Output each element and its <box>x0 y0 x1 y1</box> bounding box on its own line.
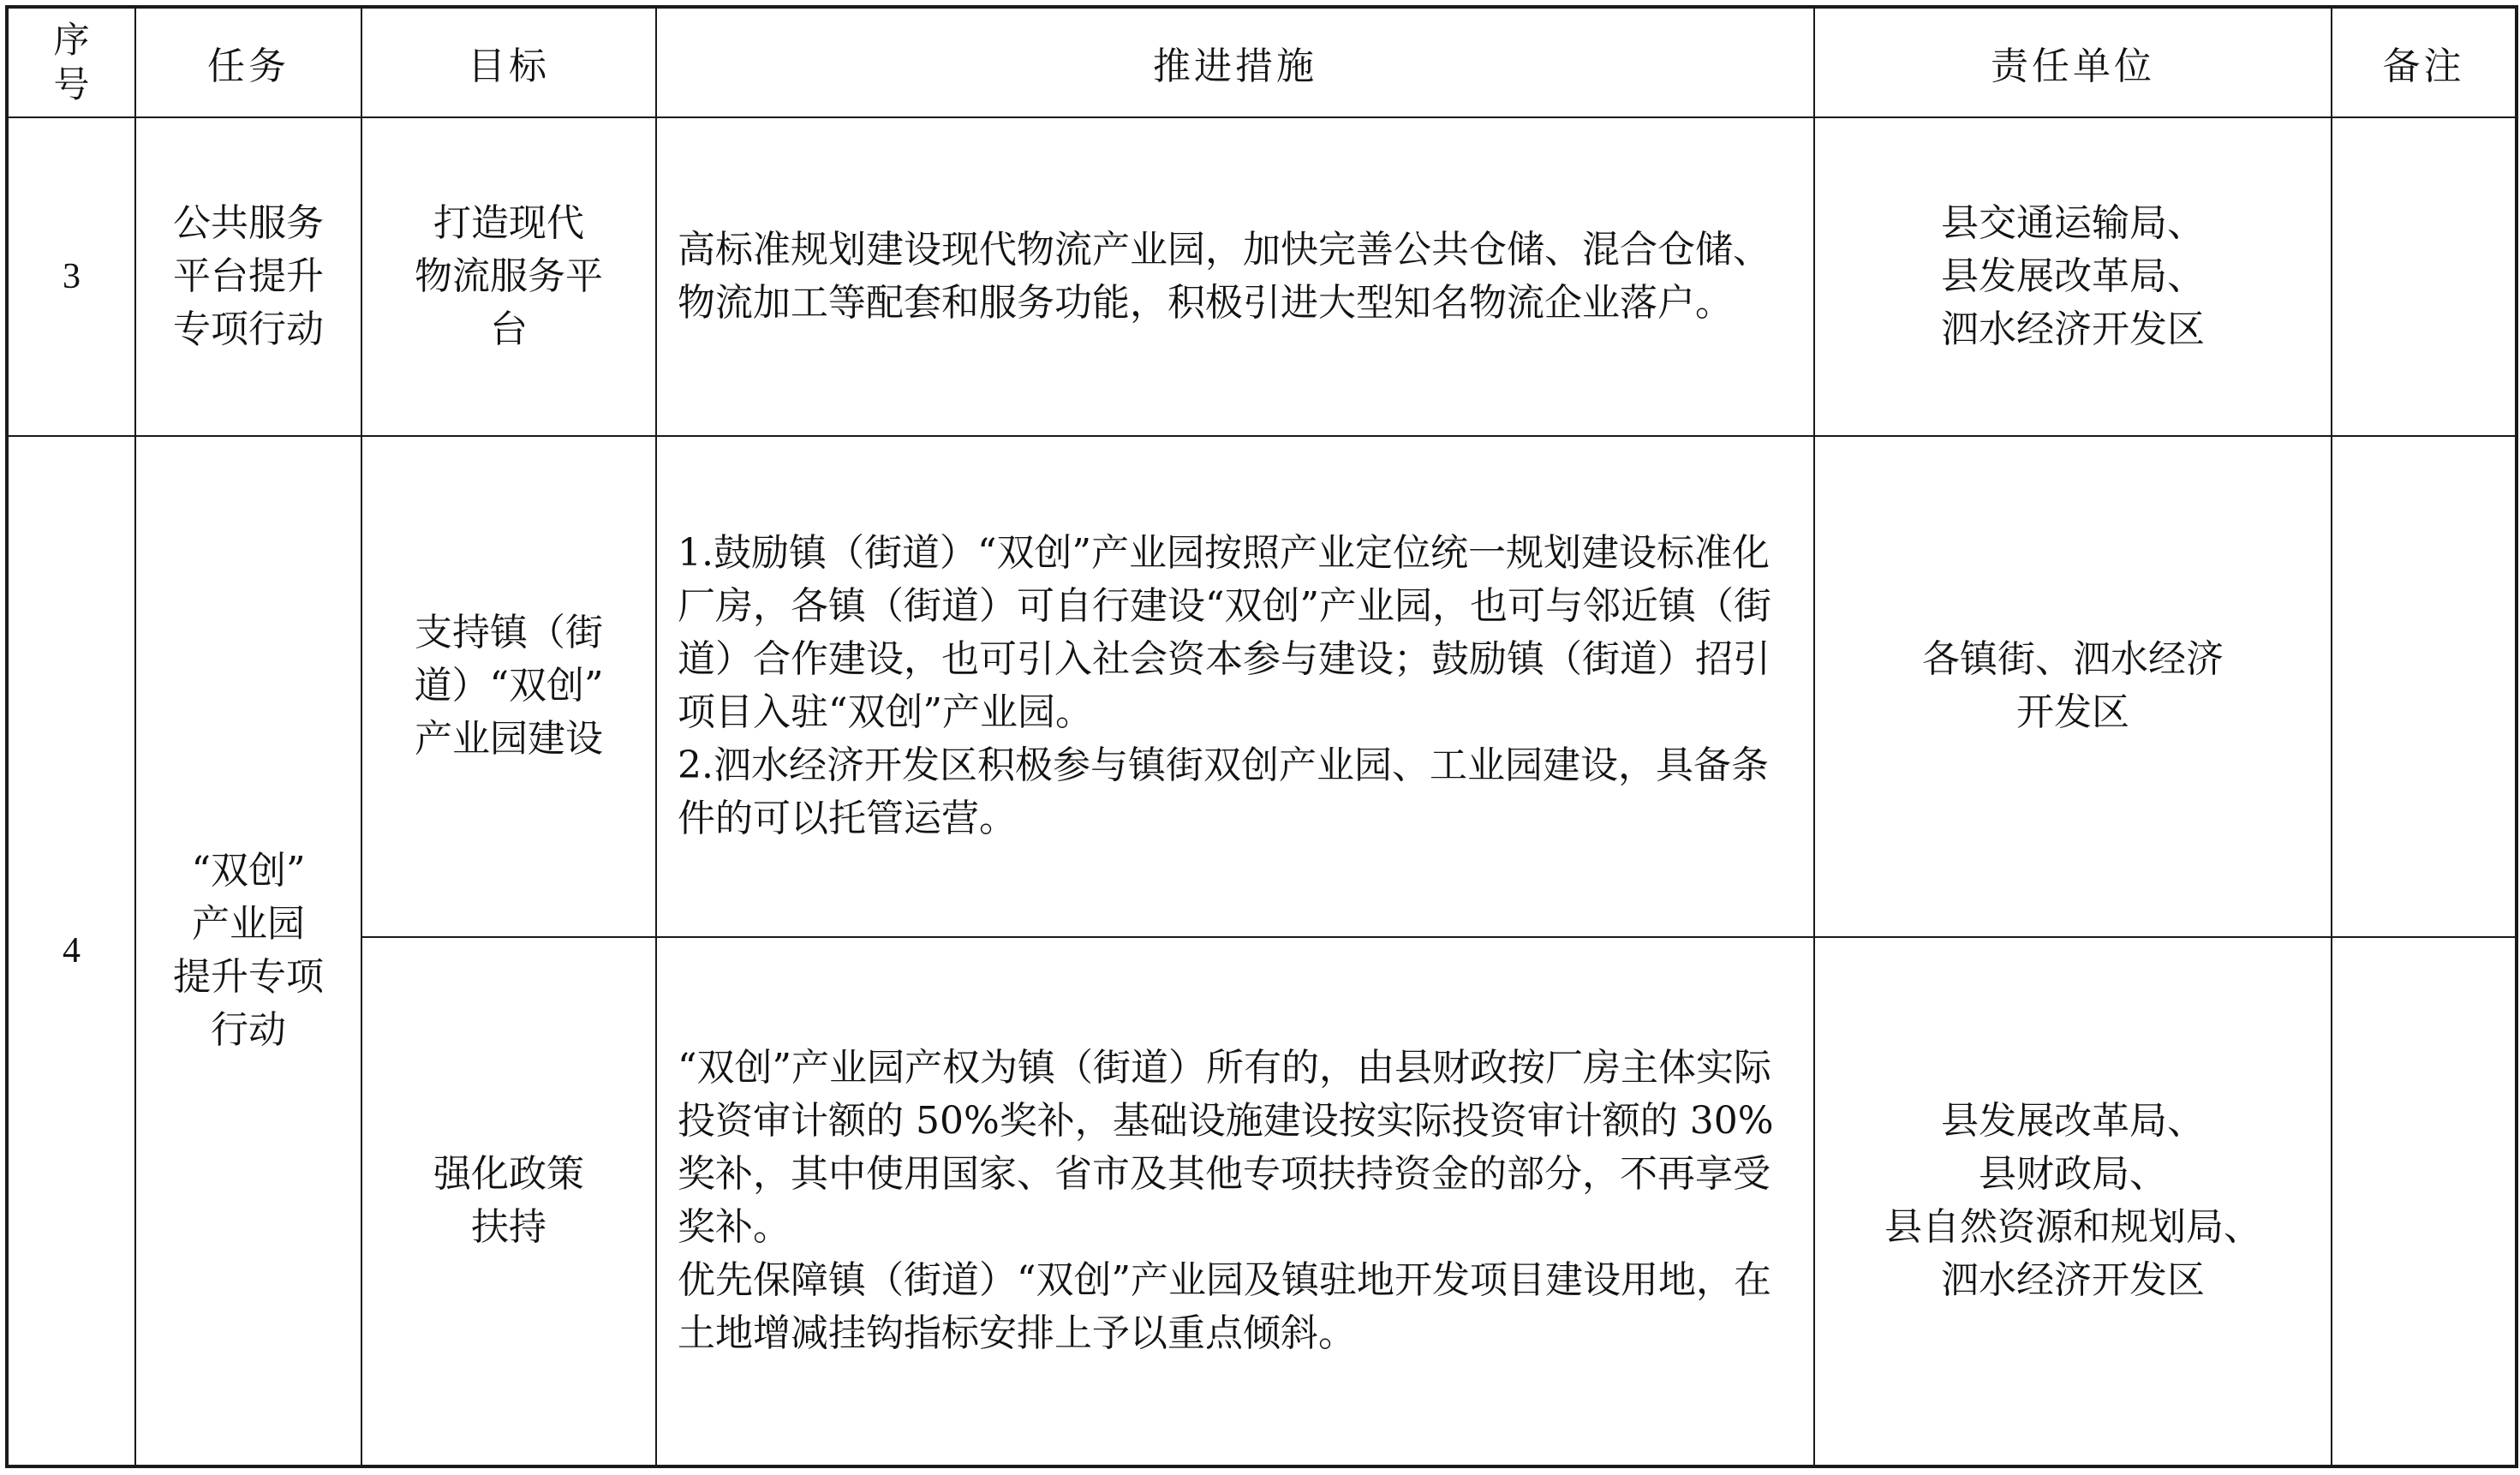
header-seq: 序 号 <box>7 7 135 117</box>
row-goal: 支持镇（街 道）“双创” 产业园建设 <box>361 436 656 936</box>
measure-text: 优先保障镇（街道）“双创”产业园及镇驻地开发项目建设用地，在土地增减挂钩指标安排上予以重点倾斜。 <box>678 1258 1771 1356</box>
measure-text: 1.鼓励镇（街道）“双创”产业园按照产业定位统一规划建设标准化厂房，各镇（街道）可自行建设“双创”产业园，也可与邻近镇（街道）合作建设，也可引入社会资本参与建设；鼓励镇（街道）招引项目入驻“双创”产业园。 <box>678 531 1771 735</box>
row-task: 公共服务 平台提升 专项行动 <box>135 117 361 436</box>
row-measures <box>656 937 1814 1466</box>
measure-text: 高标准规划建设现代物流产业园，加快完善公共仓储、混合仓储、物流加工等配套和服务功能，积极引进大型知名物流企业落户。 <box>678 228 1771 325</box>
header-task: 任务 <box>135 7 361 117</box>
table-row <box>7 937 2517 1466</box>
header-unit: 责任单位 <box>1814 7 2332 117</box>
header-goal: 目标 <box>361 7 656 117</box>
header-row <box>7 7 2517 117</box>
task-table <box>5 5 2518 1468</box>
table-row <box>7 117 2517 436</box>
table-row <box>7 436 2517 936</box>
row-note <box>2332 937 2517 1466</box>
row-unit: 各镇街、泗水经济 开发区 <box>1814 436 2332 936</box>
row-seq: 3 <box>7 117 135 436</box>
row-goal: 强化政策 扶持 <box>361 937 656 1466</box>
row-note <box>2332 117 2517 436</box>
row-task: “双创” 产业园 提升专项 行动 <box>135 436 361 1466</box>
measure-text: “双创”产业园产权为镇（街道）所有的，由县财政按厂房主体实际投资审计额的 50%奖补，基础设施建设按实际投资审计额的 30%奖补，其中使用国家、省市及其他专项扶持资金的部分，不再享受奖补。 <box>678 1046 1774 1250</box>
row-measures <box>656 436 1814 936</box>
header-measures: 推进措施 <box>656 7 1814 117</box>
row-goal: 打造现代 物流服务平 台 <box>361 117 656 436</box>
row-unit: 县发展改革局、 县财政局、 县自然资源和规划局、 泗水经济开发区 <box>1814 937 2332 1466</box>
measure-text: 2.泗水经济开发区积极参与镇街双创产业园、工业园建设，具备条件的可以托管运营。 <box>678 743 1769 841</box>
task-table-sheet <box>5 5 2515 1468</box>
row-seq: 4 <box>7 436 135 1466</box>
header-note: 备注 <box>2332 7 2517 117</box>
row-note <box>2332 436 2517 936</box>
row-measures <box>656 117 1814 436</box>
row-unit: 县交通运输局、 县发展改革局、 泗水经济开发区 <box>1814 117 2332 436</box>
